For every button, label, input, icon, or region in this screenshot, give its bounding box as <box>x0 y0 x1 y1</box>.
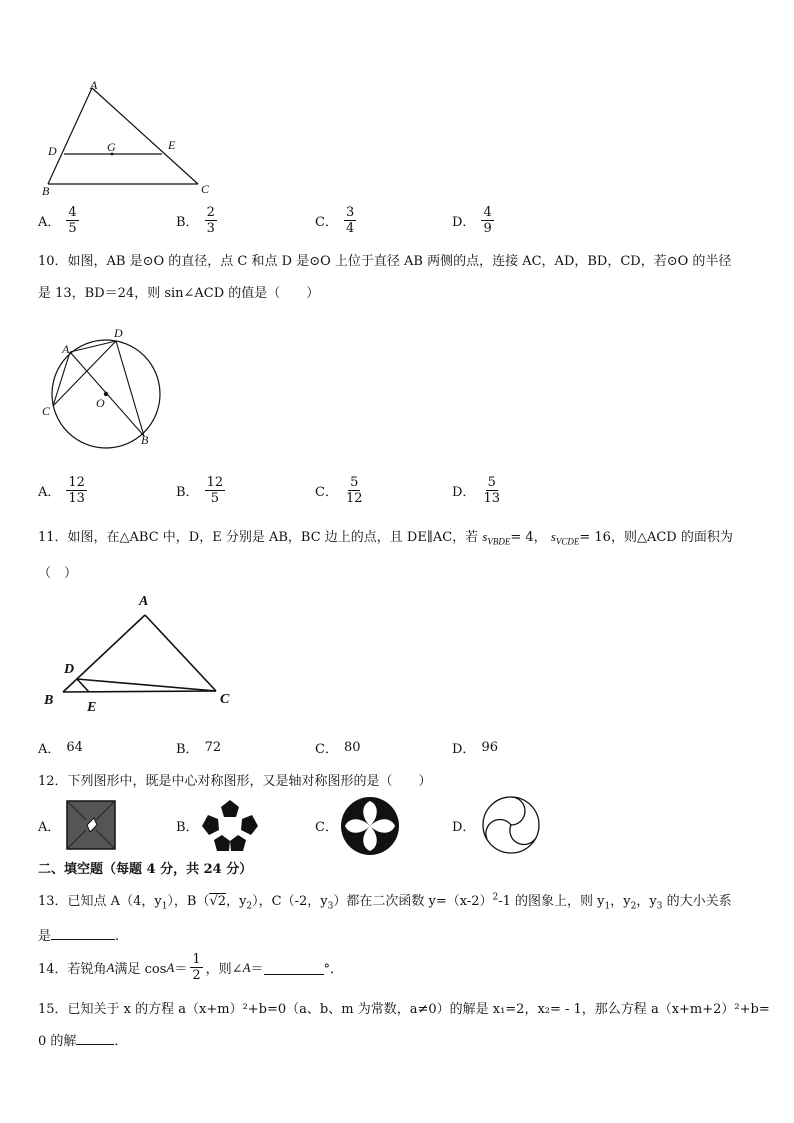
q12-option-a-label[interactable]: A． <box>38 820 61 835</box>
q15-text-line2: 0 的解 ． <box>38 1034 128 1049</box>
vertex-label-a-2: A <box>139 594 149 609</box>
q15-text-line1: 15．已知关于 x 的方程 a（x+m）²+b=0（a、b、m 为常数，a≠0）的解是 x₁=2，x₂= - 1，那么方程 a（x+m+2）²+b= <box>38 1002 770 1017</box>
circle-label-o: O <box>96 396 105 410</box>
fraction: $\frac{3}{4}$ <box>345 205 355 236</box>
fraction: $\frac{4}{9}$ <box>483 205 492 236</box>
vertex-label-e-2: E <box>87 700 97 715</box>
triangle-abc-de-figure-2 <box>55 605 235 705</box>
circle-o-figure <box>40 322 170 452</box>
triangle-abc-de-figure <box>40 78 220 198</box>
q10-option-d[interactable]: D． $\frac{5}{13}$ <box>452 475 500 506</box>
answer-blank[interactable] <box>76 1044 114 1045</box>
q12-option-d-label[interactable]: D． <box>452 820 476 835</box>
q12-text: 12．下列图形中，既是中心对称图形，又是轴对称图形的是（ ） <box>38 774 432 789</box>
answer-blank[interactable] <box>51 939 115 940</box>
vertex-label-d-2: D <box>64 662 75 677</box>
square-pinwheel-icon <box>66 800 116 850</box>
five-pentagons-icon <box>200 798 260 854</box>
q9-option-a[interactable]: A． $\frac{4}{5}$ <box>38 205 77 236</box>
q12-option-b-label[interactable]: B． <box>176 820 199 835</box>
q9-option-c[interactable]: C． $\frac{3}{4}$ <box>315 205 355 236</box>
fraction: $\frac{5}{12}$ <box>345 475 363 506</box>
answer-blank[interactable] <box>264 960 324 975</box>
triskelion-circle-icon <box>480 794 542 856</box>
four-petal-circle-icon <box>339 795 401 857</box>
fraction: $\frac{12}{13}$ <box>68 475 85 506</box>
vertex-label-a: A <box>90 78 98 92</box>
q11-text-line1: 11．如图，在△ABC 中，D，E 分别是 AB，BC 边上的点，且 DE∥AC，若 $s_{VBDE}= 4$， $s_{VCDE}= 16$，则△ACD 的面积为 <box>38 529 733 547</box>
q13-text-line2: 是 . <box>38 929 120 944</box>
q13-text-line1: 13．已知点 A（4，$y_1$），B（√2，$y_2$），C（-2，$y_3$）都在二次函数 $y=(x-2)^2-1$ 的图象上，则 $y_1$，$y_2$，$y_3$ 的大小关系 <box>38 892 732 912</box>
section-title-fill-in: 二、填空题（每题 4 分，共 24 分） <box>38 862 253 877</box>
vertex-label-c-2: C <box>220 692 230 707</box>
q10-option-a[interactable]: A． $\frac{12}{13}$ <box>38 475 85 506</box>
fraction: $\frac{12}{5}$ <box>206 475 224 506</box>
circle-label-c: C <box>42 404 51 418</box>
fraction: $\frac{5}{13}$ <box>483 475 500 506</box>
q11-option-b[interactable]: B． 72 <box>176 740 222 757</box>
q10-option-b[interactable]: B． $\frac{12}{5}$ <box>176 475 224 506</box>
vertex-label-e: E <box>168 138 176 152</box>
q11-option-a[interactable]: A． 64 <box>38 740 83 757</box>
q11-text-line2: （ ） <box>38 566 78 581</box>
vertex-label-c: C <box>201 182 210 196</box>
circle-label-a: A <box>62 342 70 356</box>
point-label-g: G <box>107 140 116 154</box>
fraction: $\frac{1}{2}$ <box>192 952 201 983</box>
q9-option-b[interactable]: B． $\frac{2}{3}$ <box>176 205 215 236</box>
q10-text-line1: 10．如图，AB 是⊙O 的直径，点 C 和点 D 是⊙O 上位于直径 AB 两侧的点，连接 AC，AD，BD，CD，若⊙O 的半径 <box>38 254 732 269</box>
fraction: $\frac{2}{3}$ <box>206 205 215 236</box>
q14-text: 14．若锐角 A 满足 cos A ＝ $\frac{1}{2}$ ，则∠ A ＝ °． <box>38 952 344 983</box>
q10-option-c[interactable]: C． $\frac{5}{12}$ <box>315 475 363 506</box>
q12-option-c-label[interactable]: C． <box>315 820 338 835</box>
vertex-label-d: D <box>48 144 57 158</box>
fraction: $\frac{4}{5}$ <box>68 205 77 236</box>
vertex-label-b-2: B <box>44 693 54 708</box>
q10-text-line2: 是 13，BD＝24，则 sin∠ACD 的值是（ ） <box>38 286 320 301</box>
q11-option-d[interactable]: D． 96 <box>452 740 498 757</box>
circle-label-b: B <box>141 433 149 447</box>
q11-option-c[interactable]: C． 80 <box>315 740 361 757</box>
circle-label-d: D <box>114 326 123 340</box>
q9-option-d[interactable]: D． $\frac{4}{9}$ <box>452 205 492 236</box>
vertex-label-b: B <box>42 184 50 198</box>
